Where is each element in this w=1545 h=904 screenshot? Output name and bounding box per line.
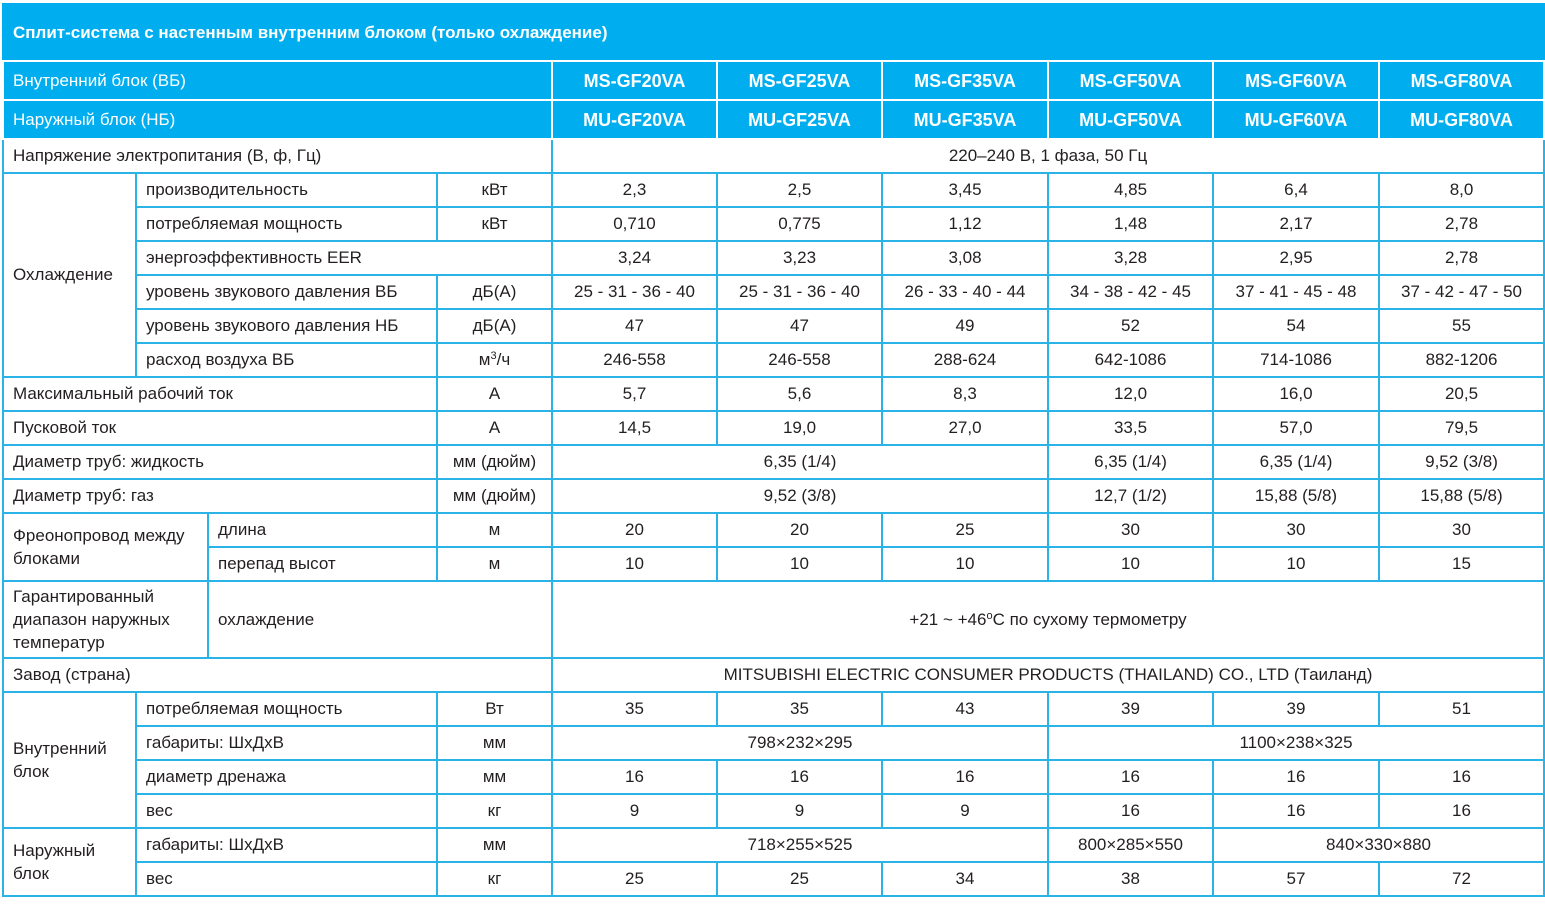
- table-cell: 3,23: [717, 241, 882, 275]
- outdoor-model-row: [3, 100, 1544, 139]
- row-unit: кВт: [437, 207, 552, 241]
- table-cell: 0,710: [552, 207, 717, 241]
- table-row: [3, 479, 1544, 513]
- outdoor-unit-header-label: Наружный блок (НБ): [3, 100, 552, 139]
- refrigerant-line-group-label: Фреонопровод между блоками: [3, 513, 208, 581]
- table-cell: 27,0: [882, 411, 1048, 445]
- degree-superscript: о: [986, 609, 993, 622]
- table-row: [3, 377, 1544, 411]
- table-cell: 5,6: [717, 377, 882, 411]
- table-cell: 55: [1379, 309, 1544, 343]
- table-title-row: [3, 4, 1544, 61]
- indoor-model: MS-GF60VA: [1213, 61, 1379, 100]
- table-cell: 3,45: [882, 173, 1048, 207]
- row-unit: мм: [437, 726, 552, 760]
- row-unit: м: [437, 547, 552, 581]
- table-cell: 25 - 31 - 36 - 40: [717, 275, 882, 309]
- row-label: уровень звукового давления ВБ: [136, 275, 437, 309]
- row-unit: кВт: [437, 173, 552, 207]
- table-cell: 30: [1213, 513, 1379, 547]
- table-cell: 54: [1213, 309, 1379, 343]
- factory-label: Завод (страна): [3, 658, 552, 692]
- table-cell: 1,48: [1048, 207, 1213, 241]
- table-cell: 20: [552, 513, 717, 547]
- table-cell: 72: [1379, 862, 1544, 896]
- row-unit: мм: [437, 828, 552, 862]
- table-cell: 35: [552, 692, 717, 726]
- table-cell: 2,5: [717, 173, 882, 207]
- table-cell: 16: [882, 760, 1048, 794]
- table-cell: 25: [552, 862, 717, 896]
- indoor-model: MS-GF35VA: [882, 61, 1048, 100]
- row-label: длина: [208, 513, 437, 547]
- row-label: Максимальный рабочий ток: [3, 377, 437, 411]
- indoor-model: MS-GF20VA: [552, 61, 717, 100]
- table-cell: 43: [882, 692, 1048, 726]
- table-row: [3, 547, 1544, 581]
- table-cell: 9,52 (3/8): [552, 479, 1048, 513]
- outdoor-model: MU-GF80VA: [1379, 100, 1544, 139]
- table-cell: 34: [882, 862, 1048, 896]
- table-cell: 37 - 41 - 45 - 48: [1213, 275, 1379, 309]
- table-cell: 9: [882, 794, 1048, 828]
- table-cell: 10: [717, 547, 882, 581]
- table-cell: 33,5: [1048, 411, 1213, 445]
- row-unit: мм (дюйм): [437, 445, 552, 479]
- table-cell: 246-558: [717, 343, 882, 377]
- row-unit: кг: [437, 862, 552, 896]
- outdoor-model: MU-GF50VA: [1048, 100, 1213, 139]
- table-cell: 16: [1048, 760, 1213, 794]
- table-cell: 3,24: [552, 241, 717, 275]
- row-unit: кг: [437, 794, 552, 828]
- temp-range-prefix: +21 ~ +46: [909, 609, 987, 629]
- table-cell: 12,7 (1/2): [1048, 479, 1213, 513]
- row-label: уровень звукового давления НБ: [136, 309, 437, 343]
- indoor-model: MS-GF80VA: [1379, 61, 1544, 100]
- table-cell: 38: [1048, 862, 1213, 896]
- table-cell: 1,12: [882, 207, 1048, 241]
- temp-range-group-label: Гарантированный диапазон наружных температур: [3, 581, 208, 658]
- row-label: вес: [136, 862, 437, 896]
- table-row: [3, 862, 1544, 896]
- table-cell: 51: [1379, 692, 1544, 726]
- table-cell: 14,5: [552, 411, 717, 445]
- table-cell: 9: [552, 794, 717, 828]
- table-cell: 47: [552, 309, 717, 343]
- table-row: [3, 794, 1544, 828]
- table-cell: 10: [1048, 547, 1213, 581]
- table-row: [3, 445, 1544, 479]
- table-cell: 25: [882, 513, 1048, 547]
- table-cell: 5,7: [552, 377, 717, 411]
- table-cell: 35: [717, 692, 882, 726]
- table-cell: 6,35 (1/4): [1048, 445, 1213, 479]
- table-cell: 714-1086: [1213, 343, 1379, 377]
- indoor-unit-group-label: Внутренний блок: [3, 692, 136, 828]
- table-cell: 2,78: [1379, 241, 1544, 275]
- table-cell: 246-558: [552, 343, 717, 377]
- table-cell: 9,52 (3/8): [1379, 445, 1544, 479]
- temp-range-value: [552, 581, 1544, 658]
- table-cell: 19,0: [717, 411, 882, 445]
- row-label: габариты: ШхДхВ: [136, 828, 437, 862]
- table-cell: 9: [717, 794, 882, 828]
- table-row: [3, 241, 1544, 275]
- table-cell: 37 - 42 - 47 - 50: [1379, 275, 1544, 309]
- row-label: перепад высот: [208, 547, 437, 581]
- table-row: [3, 207, 1544, 241]
- table-cell: 642-1086: [1048, 343, 1213, 377]
- unit-superscript: 3: [490, 350, 497, 362]
- table-row: [3, 343, 1544, 377]
- indoor-model-row: [3, 61, 1544, 100]
- table-cell: 6,35 (1/4): [552, 445, 1048, 479]
- table-cell: 3,28: [1048, 241, 1213, 275]
- row-label: Диаметр труб: жидкость: [3, 445, 437, 479]
- table-cell: 30: [1379, 513, 1544, 547]
- table-row: [3, 411, 1544, 445]
- table-cell: 57: [1213, 862, 1379, 896]
- spec-table: [2, 3, 1545, 897]
- table-cell: 39: [1048, 692, 1213, 726]
- table-row: [3, 275, 1544, 309]
- table-cell: 8,3: [882, 377, 1048, 411]
- table-cell: 12,0: [1048, 377, 1213, 411]
- power-supply-value: 220–240 В, 1 фаза, 50 Гц: [552, 139, 1544, 173]
- table-cell: 52: [1048, 309, 1213, 343]
- row-unit: мм (дюйм): [437, 479, 552, 513]
- table-cell: 25 - 31 - 36 - 40: [552, 275, 717, 309]
- table-row: [3, 828, 1544, 862]
- table-cell: 47: [717, 309, 882, 343]
- row-label: расход воздуха ВБ: [136, 343, 437, 377]
- outdoor-model: MU-GF20VA: [552, 100, 717, 139]
- factory-value: MITSUBISHI ELECTRIC CONSUMER PRODUCTS (THAILAND) CO., LTD (Таиланд): [552, 658, 1544, 692]
- row-unit: мм: [437, 760, 552, 794]
- table-cell: 10: [552, 547, 717, 581]
- table-cell: 2,95: [1213, 241, 1379, 275]
- row-label: потребляемая мощность: [136, 692, 437, 726]
- table-cell: 718×255×525: [552, 828, 1048, 862]
- table-cell: 16: [1213, 760, 1379, 794]
- table-cell: 16: [717, 760, 882, 794]
- table-cell: 840×330×880: [1213, 828, 1544, 862]
- power-supply-label: Напряжение электропитания (В, ф, Гц): [3, 139, 552, 173]
- table-cell: 2,3: [552, 173, 717, 207]
- row-label: производительность: [136, 173, 437, 207]
- outdoor-model: MU-GF25VA: [717, 100, 882, 139]
- row-unit: [437, 343, 552, 377]
- row-label: охлаждение: [208, 581, 552, 658]
- table-cell: 34 - 38 - 42 - 45: [1048, 275, 1213, 309]
- table-cell: 8,0: [1379, 173, 1544, 207]
- table-cell: 16: [552, 760, 717, 794]
- table-row: [3, 139, 1544, 173]
- table-cell: 26 - 33 - 40 - 44: [882, 275, 1048, 309]
- table-title: Сплит-система с настенным внутренним блоком (только охлаждение): [3, 4, 1544, 61]
- unit-base: м: [478, 350, 491, 369]
- row-unit: А: [437, 377, 552, 411]
- table-row: [3, 173, 1544, 207]
- indoor-unit-header-label: Внутренний блок (ВБ): [3, 61, 552, 100]
- row-label: Пусковой ток: [3, 411, 437, 445]
- table-row: [3, 658, 1544, 692]
- table-cell: 1100×238×325: [1048, 726, 1544, 760]
- row-label: Диаметр труб: газ: [3, 479, 437, 513]
- outdoor-unit-group-label: Наружный блок: [3, 828, 136, 896]
- table-cell: 49: [882, 309, 1048, 343]
- indoor-model: MS-GF50VA: [1048, 61, 1213, 100]
- table-cell: 2,17: [1213, 207, 1379, 241]
- row-label: потребляемая мощность: [136, 207, 437, 241]
- outdoor-model: MU-GF35VA: [882, 100, 1048, 139]
- table-cell: 15,88 (5/8): [1213, 479, 1379, 513]
- table-row: [3, 692, 1544, 726]
- row-label: вес: [136, 794, 437, 828]
- table-cell: 16: [1213, 794, 1379, 828]
- table-cell: 39: [1213, 692, 1379, 726]
- unit-tail: /ч: [496, 350, 511, 369]
- table-cell: 4,85: [1048, 173, 1213, 207]
- table-cell: 2,78: [1379, 207, 1544, 241]
- row-unit: Вт: [437, 692, 552, 726]
- indoor-model: MS-GF25VA: [717, 61, 882, 100]
- table-cell: 15,88 (5/8): [1379, 479, 1544, 513]
- table-cell: 288-624: [882, 343, 1048, 377]
- row-label: диаметр дренажа: [136, 760, 437, 794]
- table-row: [3, 309, 1544, 343]
- table-cell: 25: [717, 862, 882, 896]
- row-unit: дБ(А): [437, 309, 552, 343]
- temp-range-suffix: С по сухому термометру: [992, 609, 1187, 629]
- table-row: [3, 726, 1544, 760]
- table-cell: 798×232×295: [552, 726, 1048, 760]
- table-cell: 10: [1213, 547, 1379, 581]
- table-cell: 10: [882, 547, 1048, 581]
- table-cell: 16: [1379, 760, 1544, 794]
- row-unit: м: [437, 513, 552, 547]
- table-cell: 20,5: [1379, 377, 1544, 411]
- row-label: энергоэффективность EER: [136, 241, 552, 275]
- table-cell: 6,35 (1/4): [1213, 445, 1379, 479]
- table-cell: 800×285×550: [1048, 828, 1213, 862]
- row-unit: А: [437, 411, 552, 445]
- spec-table-wrapper: [2, 3, 1543, 897]
- table-cell: 16,0: [1213, 377, 1379, 411]
- table-cell: 30: [1048, 513, 1213, 547]
- outdoor-model: MU-GF60VA: [1213, 100, 1379, 139]
- table-cell: 3,08: [882, 241, 1048, 275]
- table-cell: 16: [1048, 794, 1213, 828]
- table-row: [3, 513, 1544, 547]
- row-unit: дБ(А): [437, 275, 552, 309]
- table-row: [3, 760, 1544, 794]
- table-cell: 0,775: [717, 207, 882, 241]
- table-cell: 57,0: [1213, 411, 1379, 445]
- table-cell: 6,4: [1213, 173, 1379, 207]
- table-cell: 20: [717, 513, 882, 547]
- table-cell: 16: [1379, 794, 1544, 828]
- table-row: [3, 581, 1544, 658]
- cooling-group-label: Охлаждение: [3, 173, 136, 377]
- table-cell: 15: [1379, 547, 1544, 581]
- row-label: габариты: ШхДхВ: [136, 726, 437, 760]
- table-cell: 882-1206: [1379, 343, 1544, 377]
- table-cell: 79,5: [1379, 411, 1544, 445]
